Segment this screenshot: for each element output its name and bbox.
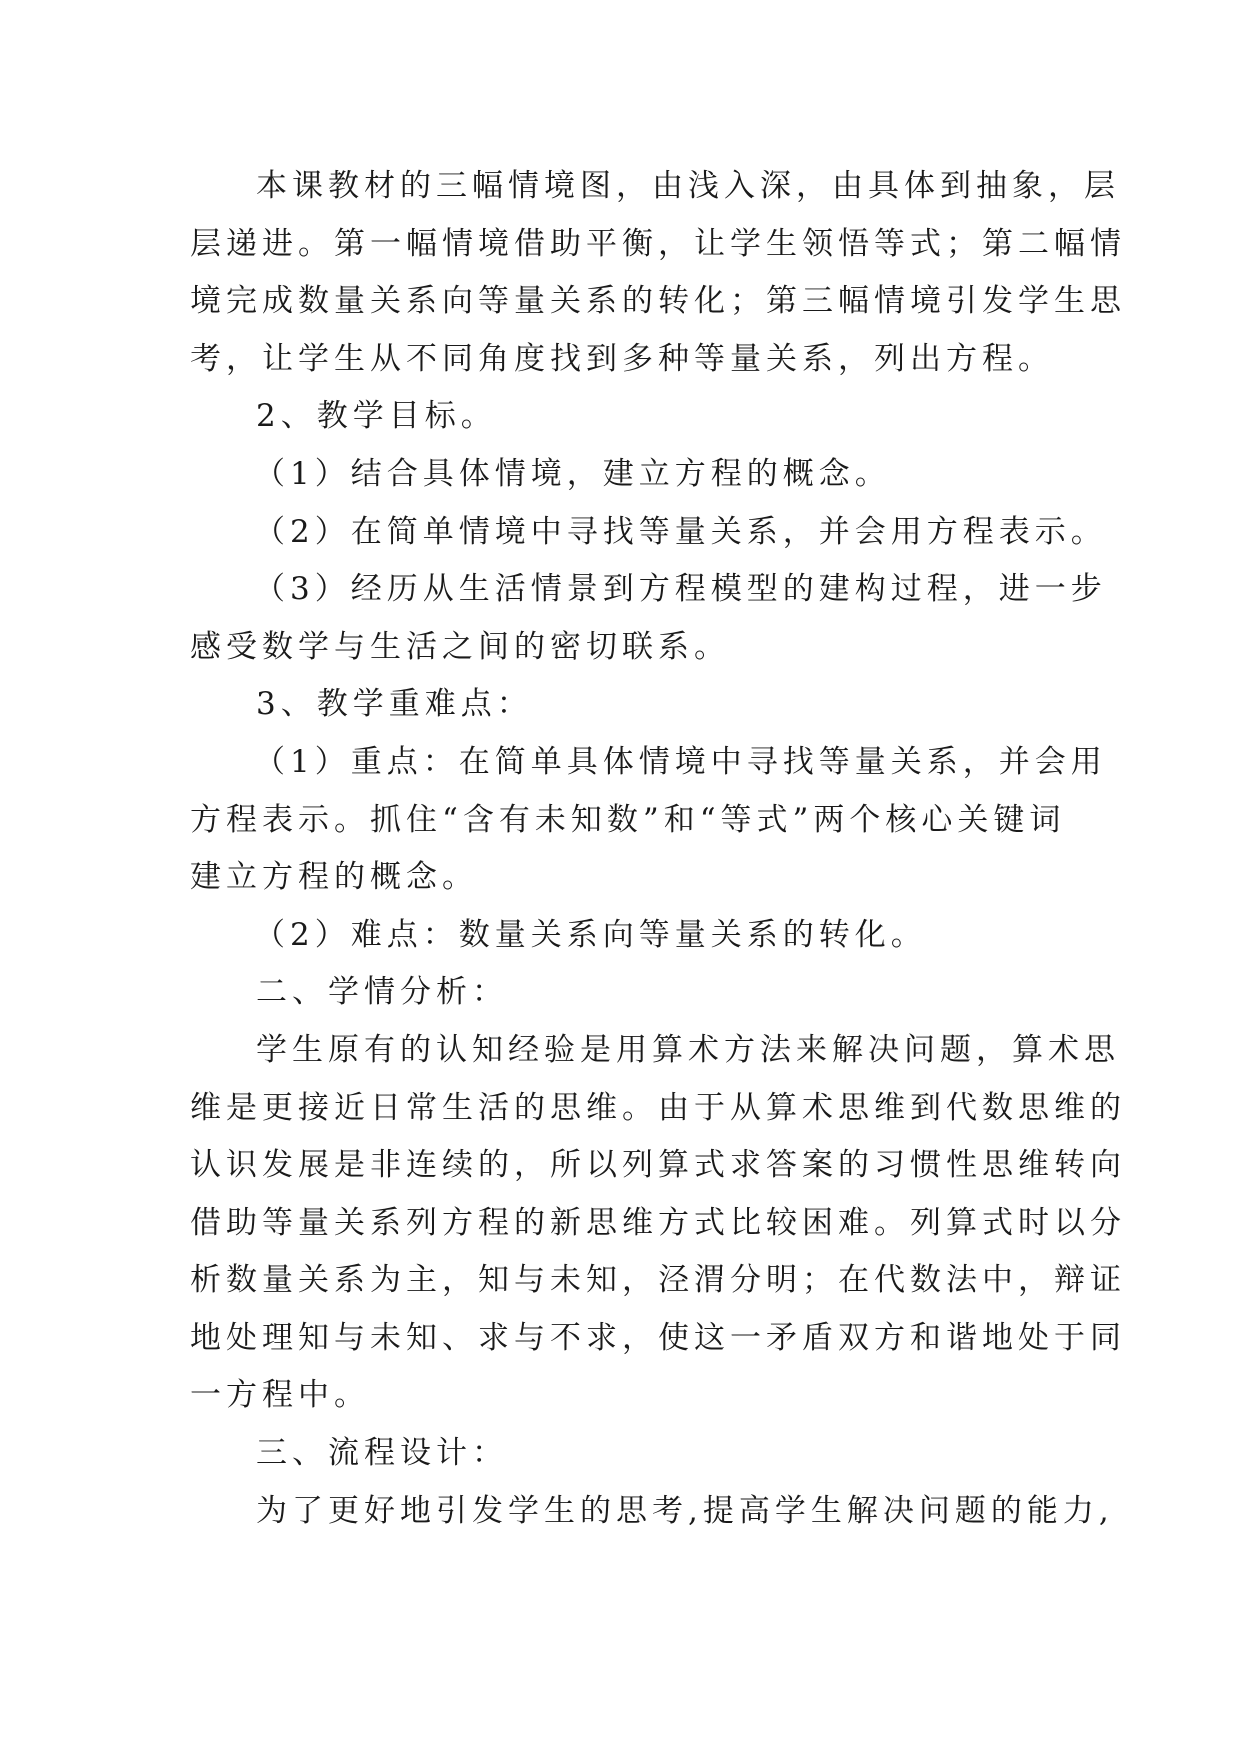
paragraph-line: 地处理知与未知、求与不求，使这一矛盾双方和谐地处于同	[190, 1319, 1126, 1356]
section-heading: 3、教学重难点：	[256, 686, 533, 723]
list-item: （3）经历从生活情景到方程模型的建构过程，进一步	[254, 571, 1107, 608]
list-item: （2）在简单情境中寻找等量关系，并会用方程表示。	[254, 513, 1107, 550]
paragraph-line: 感受数学与生活之间的密切联系。	[190, 628, 730, 665]
section-heading: 三、流程设计：	[256, 1435, 508, 1472]
body-text	[190, 158, 1126, 1540]
paragraph-line: 为了更好地引发学生的思考,提高学生解决问题的能力,	[256, 1492, 1114, 1529]
section-heading: 二、学情分析：	[256, 974, 508, 1011]
paragraph-line: 境完成数量关系向等量关系的转化；第三幅情境引发学生思	[190, 283, 1126, 320]
paragraph-line: 维是更接近日常生活的思维。由于从算术思维到代数思维的	[190, 1089, 1126, 1126]
paragraph-line: 建立方程的概念。	[190, 859, 478, 896]
paragraph-line: 方程表示。抓住“含有未知数”和“等式”两个核心关键词	[190, 801, 1066, 838]
paragraph-line: 一方程中。	[190, 1377, 370, 1414]
paragraph-line: 考，让学生从不同角度找到多种等量关系，列出方程。	[190, 340, 1054, 377]
list-item: （1）重点：在简单具体情境中寻找等量关系，并会用	[254, 743, 1107, 780]
paragraph-line: 析数量关系为主，知与未知，泾渭分明；在代数法中，辩证	[190, 1262, 1126, 1299]
section-heading: 2、教学目标。	[256, 398, 497, 435]
paragraph-line: 本课教材的三幅情境图，由浅入深，由具体到抽象，层	[256, 168, 1120, 204]
paragraph-line: 学生原有的认知经验是用算术方法来解决问题，算术思	[256, 1031, 1120, 1068]
list-item: （1）结合具体情境，建立方程的概念。	[254, 455, 891, 492]
paragraph-line: 认识发展是非连续的，所以列算式求答案的习惯性思维转向	[190, 1147, 1126, 1184]
paragraph-line: 借助等量关系列方程的新思维方式比较困难。列算式时以分	[190, 1204, 1126, 1241]
paragraph-line: 层递进。第一幅情境借助平衡，让学生领悟等式；第二幅情	[190, 225, 1126, 262]
list-item: （2）难点：数量关系向等量关系的转化。	[254, 916, 927, 953]
